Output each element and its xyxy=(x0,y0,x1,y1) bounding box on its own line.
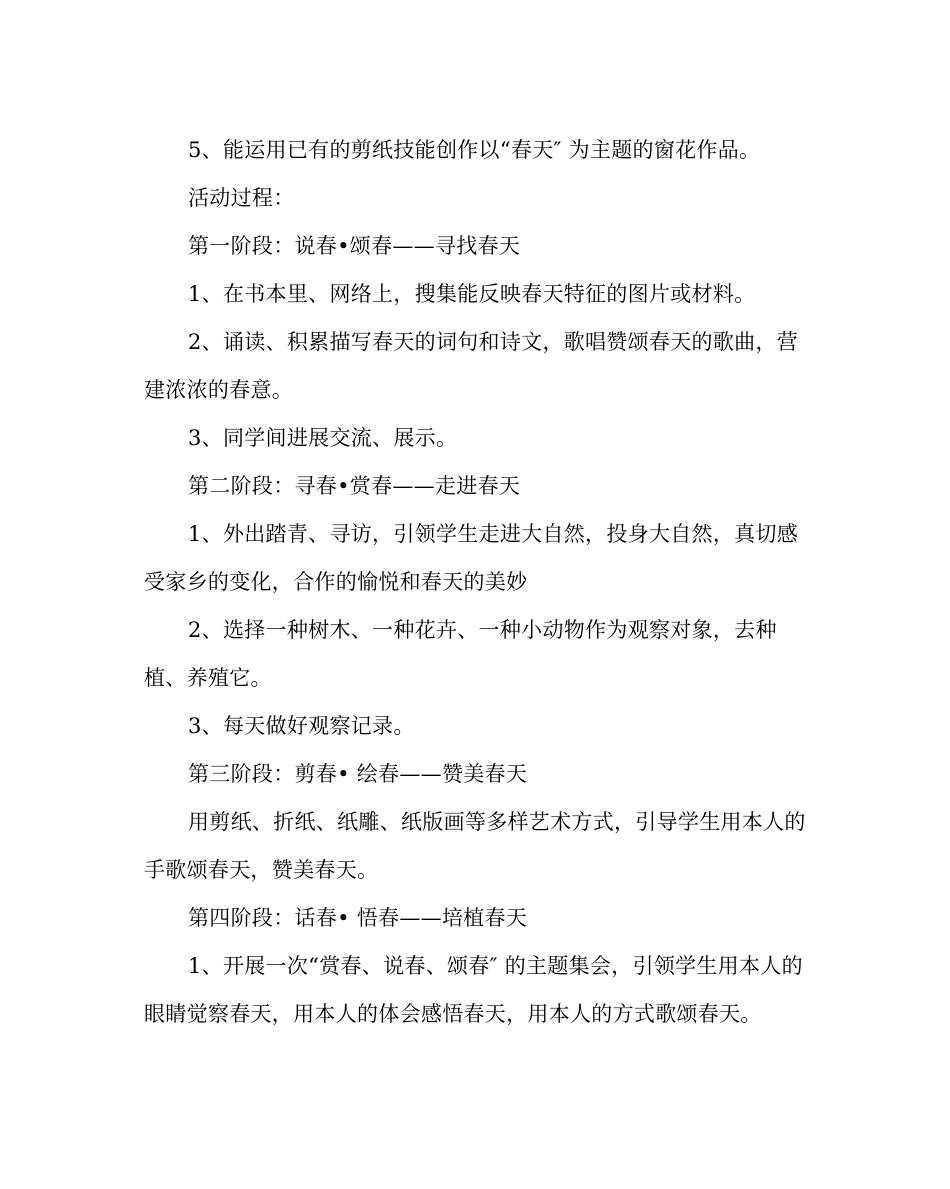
paragraph-goal-5: 5、能运用已有的剪纸技能创作以“春天″ 为主题的窗花作品。 xyxy=(188,138,761,162)
paragraph-stage-2-heading: 第二阶段：寻春•赏春——走进春天 xyxy=(188,474,521,498)
paragraph-stage-4-heading: 第四阶段：话春• 悟春——培植春天 xyxy=(188,906,528,930)
paragraph-stage-3-body: 用剪纸、折纸、纸雕、纸版画等多样艺术方式，引导学生用本人的手歌颂春天，赞美春天。 xyxy=(144,810,806,882)
paragraph-stage-3-heading: 第三阶段：剪春• 绘春——赞美春天 xyxy=(188,762,528,786)
paragraph-stage-2-item-1: 1、外出踏青、寻访，引领学生走进大自然，投身大自然，真切感受家乡的变化，合作的愉悦和春天的美妙 xyxy=(144,522,799,594)
paragraph-stage-1-item-1: 1、在书本里、网络上，搜集能反映春天特征的图片或材料。 xyxy=(188,282,756,306)
paragraph-stage-1-item-3: 3、同学间进展交流、展示。 xyxy=(188,426,458,450)
paragraph-stage-1-item-2: 2、诵读、积累描写春天的词句和诗文，歌唱赞颂春天的歌曲，营建浓浓的春意。 xyxy=(144,330,799,402)
paragraph-stage-2-item-3: 3、每天做好观察记录。 xyxy=(188,714,415,738)
paragraph-activity-process-heading: 活动过程： xyxy=(188,186,295,210)
paragraph-stage-1-heading: 第一阶段：说春•颂春——寻找春天 xyxy=(188,234,521,258)
paragraph-stage-4-item-1: 1、开展一次“赏春、说春、颂春″ 的主题集会，引领学生用本人的眼睛觉察春天，用本人的体会感悟春天，用本人的方式歌颂春天。 xyxy=(144,954,803,1026)
paragraph-stage-2-item-2: 2、选择一种树木、一种花卉、一种小动物作为观察对象，去种植、养殖它。 xyxy=(144,618,777,690)
document-body xyxy=(144,126,806,1038)
